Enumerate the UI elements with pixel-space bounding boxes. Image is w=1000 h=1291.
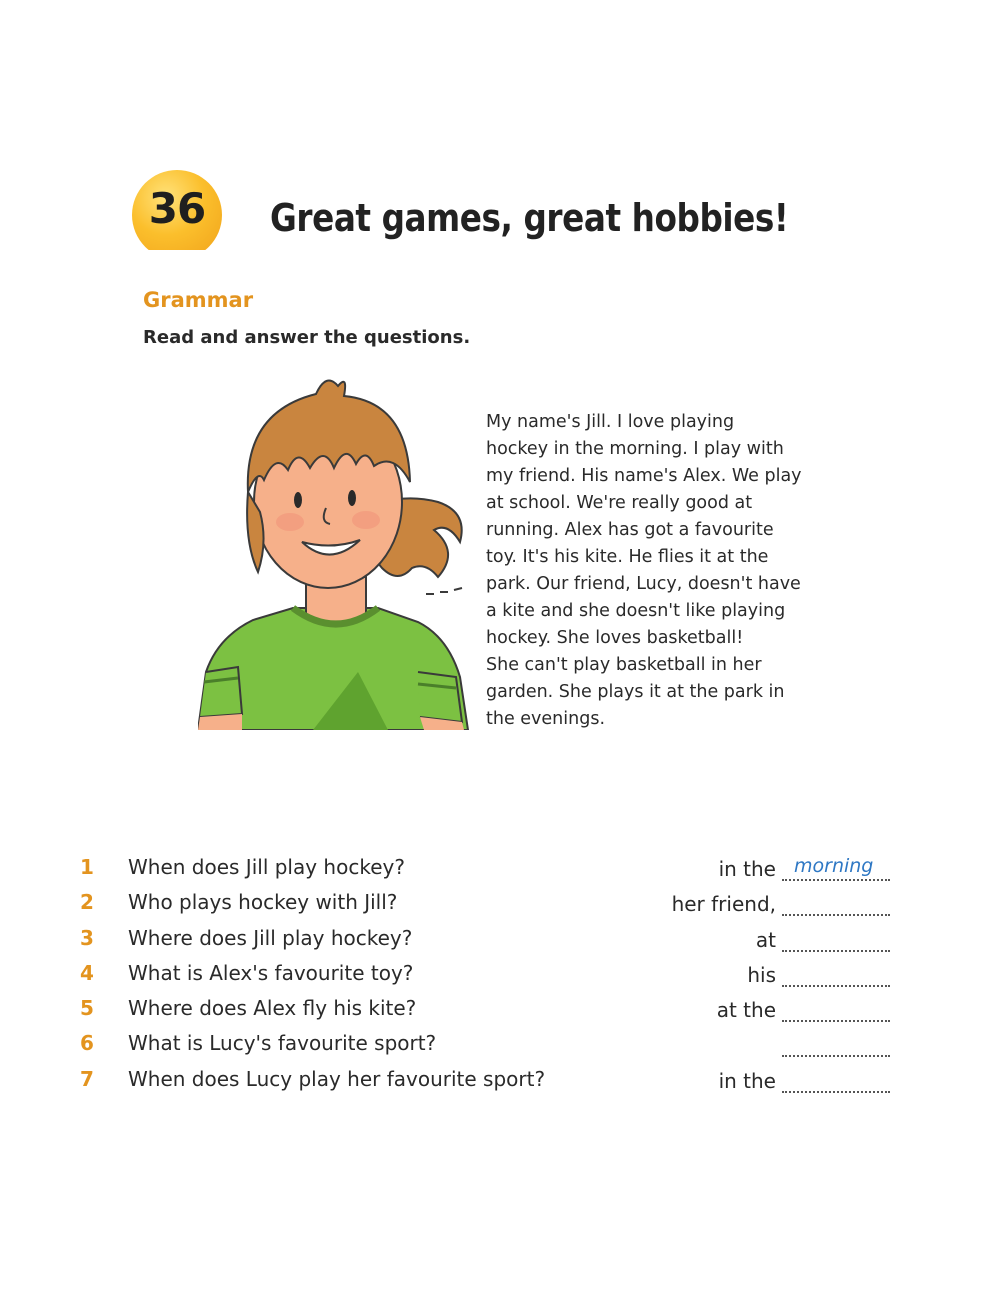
passage-line: the evenings. [486,709,606,729]
unit-badge [132,170,224,250]
question-number: 5 [80,996,94,1021]
question-row [80,992,890,1027]
question-row [80,886,890,921]
answer-area [672,890,890,916]
answer-blank[interactable] [782,855,890,881]
question-text: Where does Jill play hockey? [128,925,413,950]
answer-prefix: his [747,962,776,987]
answer-prefix: at [755,927,776,952]
question-text: When does Lucy play her favourite sport? [128,1066,546,1091]
passage-line: park. Our friend, Lucy, doesn't have [486,574,801,594]
reading-passage [486,409,846,733]
passage-line: my friend. His name's Alex. We play [486,466,802,486]
question-row [80,957,890,992]
question-text: Who plays hockey with Jill? [128,890,398,915]
passage-line: garden. She plays it at the park in [486,682,785,702]
question-number: 3 [80,925,94,950]
answer-area [747,961,890,987]
question-row [80,851,890,886]
answer-area [717,996,890,1022]
question-number: 1 [80,855,94,879]
question-text: What is Lucy's favourite sport? [128,1031,437,1056]
answer-blank[interactable] [782,961,890,987]
question-text: What is Alex's favourite toy? [128,960,414,985]
answer-area [756,926,890,952]
section-label: Grammar [143,288,254,312]
answer-blank[interactable] [782,1031,890,1057]
answer-prefix: her friend, [671,892,776,917]
answer-blank[interactable] [782,926,890,952]
question-text: When does Jill play hockey? [128,855,405,879]
answer-area [719,1067,890,1093]
passage-line: a kite and she doesn't like playing [486,601,786,621]
answer-prefix: in the [718,1068,776,1093]
passage-line: hockey. She loves basketball! [486,628,744,648]
instruction-text: Read and answer the questions. [143,327,471,348]
answer-prefix: at the [716,998,776,1023]
passage-line: hockey in the morning. I play with [486,439,784,459]
question-row [80,922,890,957]
question-number: 7 [80,1066,94,1091]
question-number: 6 [80,1031,94,1056]
passage-line: running. Alex has got a favourite [486,520,774,540]
unit-number: 36 [148,184,206,233]
answer-value: morning [794,855,874,877]
answer-blank[interactable] [782,1067,890,1093]
girl-illustration [198,372,470,730]
page-title: Great games, great hobbies! [270,196,789,240]
passage-line: at school. We're really good at [486,493,753,513]
passage-line: She can't play basketball in her [486,655,762,675]
question-number: 2 [80,890,94,915]
passage-line: toy. It's his kite. He flies it at the [486,547,769,567]
question-row [80,1063,890,1098]
answer-area [776,1031,890,1057]
answer-prefix: in the [718,857,776,881]
answer-area [719,855,890,881]
question-row [80,1027,890,1062]
question-list [80,851,890,1098]
question-number: 4 [80,960,94,985]
question-text: Where does Alex fly his kite? [128,996,417,1021]
passage-line: My name's Jill. I love playing [486,412,735,432]
answer-blank[interactable] [782,996,890,1022]
answer-blank[interactable] [782,890,890,916]
